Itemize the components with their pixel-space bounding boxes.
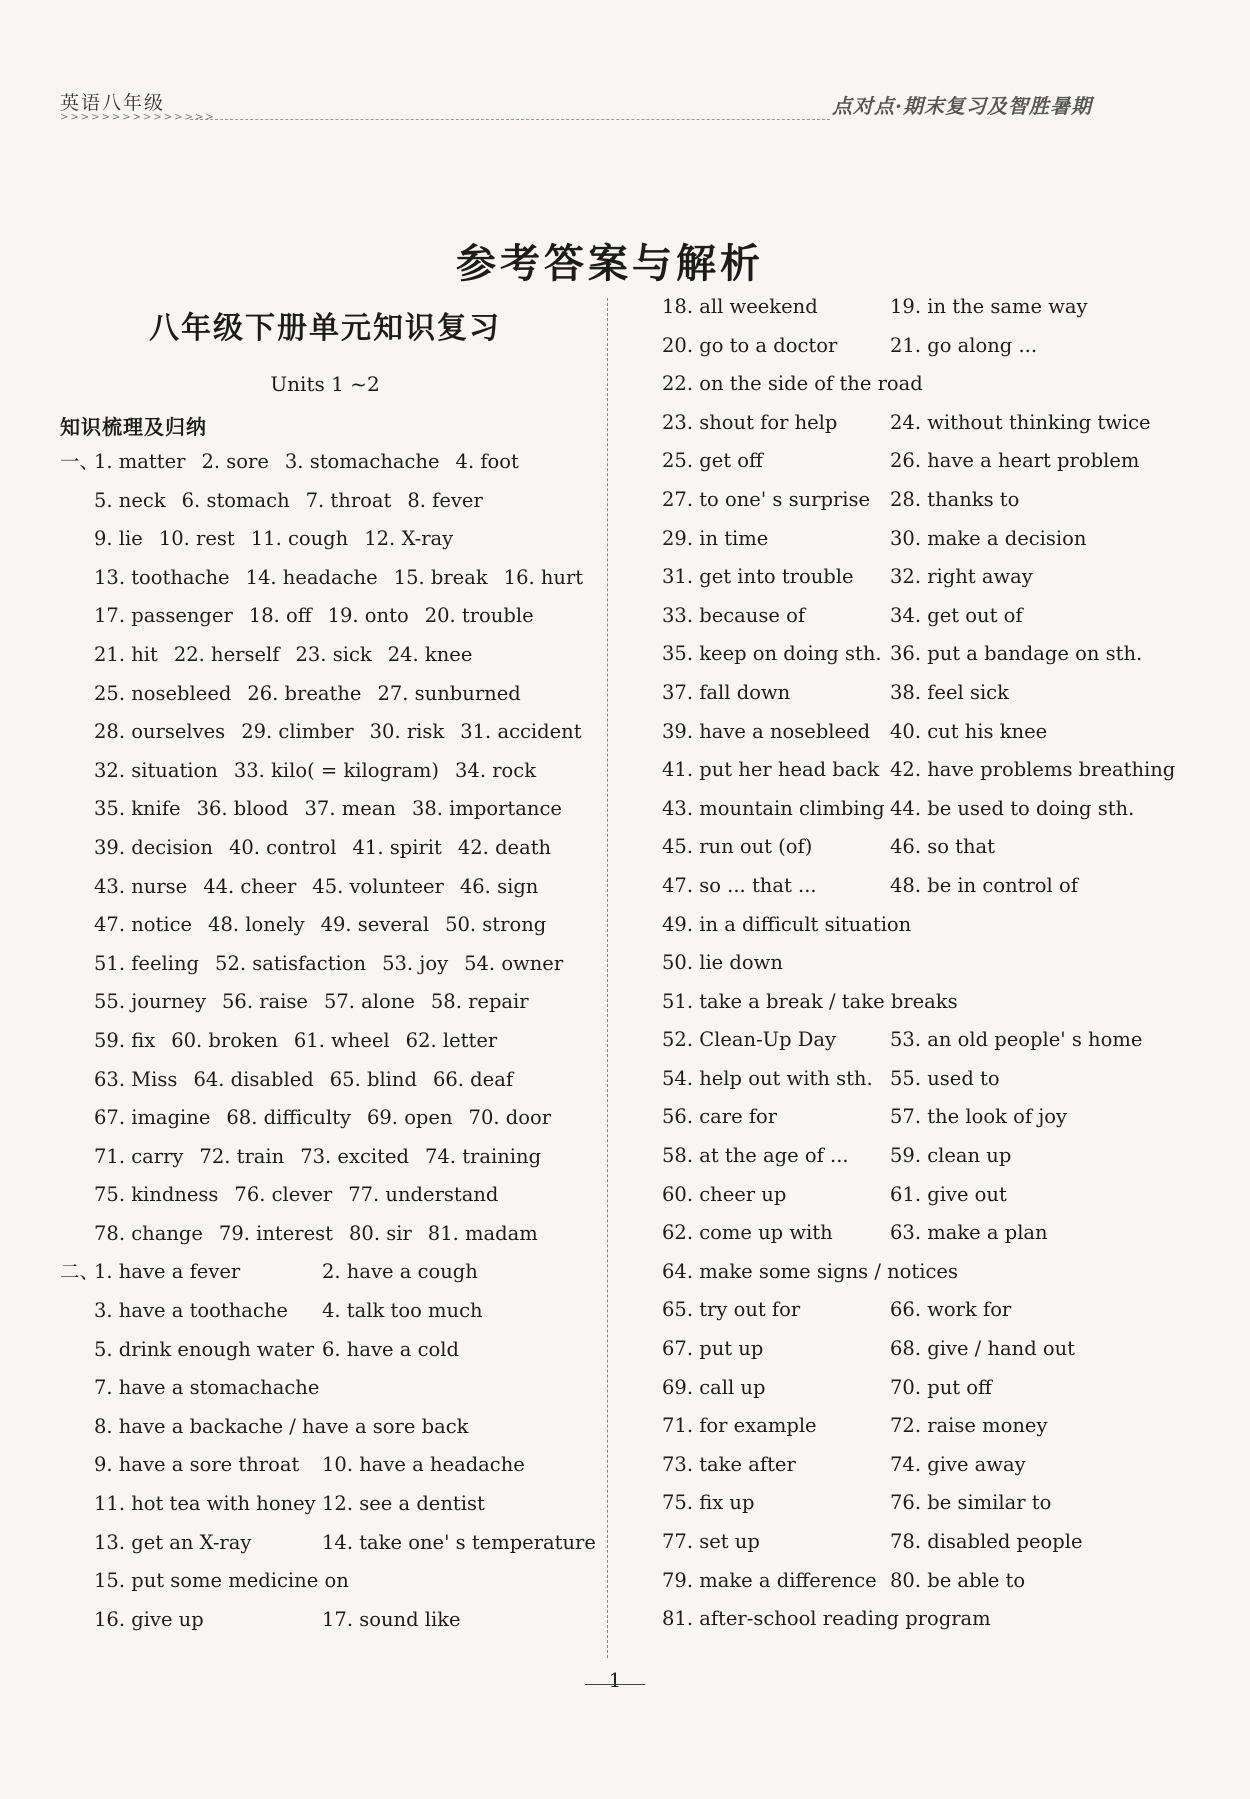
answer-row: [60, 713, 600, 752]
answer-row: [662, 906, 1202, 945]
answer-row: [60, 636, 600, 675]
answer-item: 34. rock: [455, 758, 537, 782]
answer-item: 24. without thinking twice: [890, 410, 1151, 434]
answer-item: 9. have a sore throat: [94, 1453, 300, 1477]
answer-item: 54. help out with sth.: [662, 1066, 873, 1090]
answer-row: [60, 945, 600, 984]
answer-item: 1. matter: [94, 450, 186, 473]
answer-item: 56. care for: [662, 1105, 778, 1129]
answer-item: 72. raise money: [890, 1414, 1048, 1438]
answer-row: [662, 944, 1202, 983]
answer-item: 75. fix up: [662, 1491, 755, 1515]
answer-item: 79. make a difference: [662, 1568, 877, 1592]
answer-item: 12. X-ray: [364, 527, 454, 551]
answer-item: 51. take a break / take breaks: [662, 989, 958, 1013]
answer-item: 57. alone: [323, 990, 415, 1014]
answer-item: 10. rest: [158, 527, 235, 551]
answer-item: 81. madam: [427, 1221, 538, 1245]
answer-row: [662, 1060, 1202, 1099]
answer-item: 37. mean: [304, 797, 396, 821]
answer-row: [662, 481, 1202, 520]
answer-row: [662, 1021, 1202, 1060]
answer-row: [60, 1446, 600, 1485]
answer-item: 12. see a dentist: [322, 1492, 485, 1516]
answer-item: 59. clean up: [890, 1144, 1012, 1168]
answer-row: [60, 1524, 600, 1563]
answer-row: [60, 790, 600, 829]
answer-item: 16. hurt: [503, 565, 584, 589]
answer-item: 7. throat: [305, 488, 392, 512]
answer-item: 78. change: [94, 1221, 203, 1245]
answer-item: 30. make a decision: [890, 526, 1087, 550]
answer-item: 40. cut his knee: [890, 719, 1048, 743]
answer-row: [60, 675, 600, 714]
answer-item: 11. cough: [250, 527, 349, 551]
answer-item: 77. set up: [662, 1530, 760, 1553]
header-series-title: 点对点·期末复习及智胜暑期: [832, 94, 1092, 118]
answer-item: 31. accident: [460, 720, 582, 744]
answer-item: 76. be similar to: [890, 1491, 1052, 1515]
answer-item: 62. come up with: [662, 1221, 833, 1245]
answer-row: [662, 1176, 1202, 1215]
answer-item: 65. try out for: [662, 1298, 801, 1322]
answer-item: 5. drink enough water: [94, 1337, 315, 1361]
answer-item: 60. cheer up: [662, 1182, 787, 1206]
answer-item: 47. notice: [94, 913, 193, 937]
answer-item: 47. so ... that ...: [662, 873, 817, 897]
answer-item: 19. in the same way: [890, 295, 1088, 318]
answer-item: 46. sign: [459, 874, 539, 898]
answer-item: 14. take one' s temperature: [322, 1530, 596, 1554]
answer-item: 73. take after: [662, 1452, 796, 1476]
answer-item: 63. make a plan: [890, 1221, 1048, 1245]
answer-row: [60, 829, 600, 868]
answer-item: 74. give away: [890, 1452, 1026, 1476]
answer-item: 15. break: [393, 565, 488, 589]
answer-row: [60, 1099, 600, 1138]
answer-item: 4. foot: [455, 450, 519, 473]
answer-row: [662, 520, 1202, 559]
answer-item: 56. raise: [222, 990, 308, 1014]
answer-row: [60, 1408, 600, 1447]
answer-item: 39. decision: [94, 835, 213, 859]
answer-item: 77. understand: [348, 1183, 499, 1207]
answer-item: 10. have a headache: [322, 1453, 525, 1477]
answer-item: 60. broken: [171, 1028, 278, 1052]
answer-item: 81. after-school reading program: [662, 1607, 991, 1631]
answer-item: 80. sir: [349, 1221, 412, 1245]
answer-row: [662, 867, 1202, 906]
answer-item: 71. carry: [94, 1144, 184, 1168]
answer-item: 62. letter: [405, 1028, 498, 1052]
answer-row: [662, 288, 1202, 327]
header-arrow-decoration: >>>>>>>>>>>>>>>: [60, 112, 216, 123]
answer-item: 31. get into trouble: [662, 565, 854, 589]
answer-row: [662, 1523, 1202, 1562]
answer-row: [662, 365, 1202, 404]
answer-row: [662, 1562, 1202, 1601]
answer-item: 61. wheel: [293, 1028, 390, 1052]
answer-item: 24. knee: [387, 642, 473, 666]
answer-row: [60, 752, 600, 791]
answer-item: 4. talk too much: [322, 1299, 483, 1323]
answer-row: [662, 1253, 1202, 1292]
answer-item: 26. have a heart problem: [890, 449, 1140, 473]
answer-item: 43. nurse: [94, 874, 188, 898]
answer-item: 52. Clean-Up Day: [662, 1028, 837, 1052]
right-answer-column: [662, 288, 1202, 1639]
answer-item: 27. to one' s surprise: [662, 487, 871, 511]
answer-item: 72. train: [199, 1144, 285, 1168]
answer-item: 79. interest: [218, 1221, 333, 1245]
answer-item: 20. trouble: [424, 604, 534, 628]
answer-item: 65. blind: [329, 1067, 417, 1091]
answer-item: 59. fix: [94, 1028, 156, 1052]
answer-item: 44. be used to doing sth.: [890, 796, 1135, 820]
answer-item: 7. have a stomachache: [94, 1376, 320, 1400]
answer-item: 6. stomach: [181, 488, 290, 512]
answer-row: [662, 1484, 1202, 1523]
answer-item: 55. journey: [94, 990, 206, 1014]
answer-item: 21. hit: [94, 642, 158, 666]
answer-row: [662, 597, 1202, 636]
answer-item: 51. feeling: [94, 951, 200, 975]
answer-row: [60, 1176, 600, 1215]
answer-item: 30. risk: [369, 720, 445, 744]
answer-item: 19. onto: [327, 604, 409, 628]
answer-item: 63. Miss: [94, 1067, 178, 1091]
answer-item: 58. at the age of ...: [662, 1144, 849, 1168]
answer-item: 27. sunburned: [377, 681, 521, 705]
answer-item: 68. difficulty: [226, 1106, 351, 1130]
answer-row: [60, 482, 600, 521]
answer-item: 29. in time: [662, 526, 769, 550]
answer-item: 5. neck: [94, 488, 166, 512]
answer-row: [60, 983, 600, 1022]
answer-item: 69. open: [366, 1106, 453, 1130]
answer-item: 32. right away: [890, 565, 1033, 589]
answer-item: 20. go to a doctor: [662, 333, 838, 357]
answer-row: [60, 1601, 600, 1640]
answer-item: 8. fever: [407, 488, 483, 512]
answer-item: 1. have a fever: [94, 1260, 241, 1284]
answer-item: 68. give / hand out: [890, 1337, 1076, 1361]
answer-row: [60, 1022, 600, 1061]
answer-row: [60, 520, 600, 559]
answer-row: [662, 1291, 1202, 1330]
answer-item: 69. call up: [662, 1375, 766, 1399]
answer-item: 23. sick: [295, 642, 372, 666]
answer-item: 36. blood: [196, 797, 289, 821]
answer-item: 67. put up: [662, 1337, 764, 1361]
part-marker: 二、: [60, 1260, 100, 1284]
answer-item: 29. climber: [241, 720, 354, 744]
answer-item: 45. run out (of): [662, 835, 813, 859]
answer-item: 35. knife: [94, 797, 181, 821]
answer-item: 39. have a nosebleed: [662, 719, 871, 743]
answer-item: 74. training: [424, 1144, 542, 1168]
answer-item: 42. have problems breathing: [890, 758, 1176, 782]
answer-item: 53. joy: [382, 951, 449, 975]
answer-item: 37. fall down: [662, 680, 791, 704]
answer-item: 35. keep on doing sth.: [662, 642, 882, 666]
answer-item: 57. the look of joy: [890, 1105, 1068, 1129]
answer-item: 66. work for: [890, 1298, 1012, 1322]
answer-item: 34. get out of: [890, 603, 1023, 627]
answer-row: [662, 1446, 1202, 1485]
answer-item: 3. have a toothache: [94, 1299, 288, 1323]
answer-item: 80. be able to: [890, 1568, 1026, 1592]
answer-item: 2. have a cough: [322, 1260, 478, 1284]
answer-item: 28. thanks to: [890, 487, 1020, 511]
answer-row: [662, 751, 1202, 790]
column-divider: [607, 298, 608, 1658]
answer-row: [662, 1407, 1202, 1446]
answer-item: 50. lie down: [662, 951, 783, 975]
answer-row: [60, 1485, 600, 1524]
answer-row: [60, 1562, 600, 1601]
answer-item: 36. put a bandage on sth.: [890, 642, 1143, 666]
answer-item: 17. passenger: [94, 604, 233, 628]
answer-item: 23. shout for help: [662, 410, 838, 434]
answer-item: 18. all weekend: [662, 295, 818, 318]
answer-item: 17. sound like: [322, 1607, 461, 1631]
answer-item: 26. breathe: [247, 681, 362, 705]
answer-item: 78. disabled people: [890, 1530, 1083, 1553]
answer-item: 66. deaf: [432, 1067, 514, 1091]
answer-item: 67. imagine: [94, 1106, 211, 1130]
answer-item: 55. used to: [890, 1066, 1000, 1090]
answer-item: 46. so that: [890, 835, 996, 859]
answer-item: 14. headache: [245, 565, 378, 589]
answer-row: [60, 1369, 600, 1408]
answer-row: [662, 1600, 1202, 1639]
answer-item: 33. because of: [662, 603, 806, 627]
answer-row: [662, 327, 1202, 366]
page-title: 参考答案与解析: [456, 240, 764, 287]
answer-item: 75. kindness: [94, 1183, 219, 1207]
answer-item: 48. lonely: [208, 913, 305, 937]
answer-row: [60, 868, 600, 907]
answer-row: [60, 1061, 600, 1100]
subsection-title: 知识梳理及归纳: [60, 415, 207, 439]
answer-item: 25. get off: [662, 449, 763, 473]
answer-item: 73. excited: [300, 1144, 409, 1168]
answer-item: 53. an old people' s home: [890, 1028, 1143, 1052]
answer-item: 22. on the side of the road: [662, 372, 923, 396]
answer-item: 50. strong: [445, 913, 547, 937]
answer-row: [662, 790, 1202, 829]
answer-row: [60, 1253, 600, 1292]
answer-row: [662, 404, 1202, 443]
answer-row: [662, 1214, 1202, 1253]
answer-item: 42. death: [457, 835, 552, 859]
answer-item: 71. for example: [662, 1414, 817, 1438]
answer-row: [60, 1138, 600, 1177]
answer-item: 25. nosebleed: [94, 681, 232, 705]
answer-item: 28. ourselves: [94, 720, 226, 744]
answer-item: 21. go along ...: [890, 333, 1038, 357]
answer-item: 38. importance: [411, 797, 562, 821]
answer-item: 43. mountain climbing: [662, 796, 885, 820]
answer-item: 64. make some signs / notices: [662, 1259, 958, 1283]
answer-row: [662, 713, 1202, 752]
answer-item: 16. give up: [94, 1607, 204, 1631]
part-marker: 一、: [60, 450, 100, 473]
answer-item: 61. give out: [890, 1182, 1007, 1206]
answer-row: [662, 558, 1202, 597]
answer-item: 70. put off: [890, 1375, 992, 1399]
answer-item: 48. be in control of: [890, 873, 1078, 897]
answer-item: 49. in a difficult situation: [662, 912, 912, 936]
page-number: 1: [608, 1668, 622, 1692]
units-label: Units 1 ~2: [270, 372, 380, 396]
answer-row: [60, 443, 600, 482]
answer-item: 6. have a cold: [322, 1337, 459, 1361]
answer-item: 70. door: [468, 1106, 552, 1130]
answer-row: [662, 635, 1202, 674]
answer-item: 54. owner: [464, 951, 564, 975]
answer-row: [60, 906, 600, 945]
answer-item: 41. put her head back: [662, 758, 880, 782]
answer-row: [662, 1098, 1202, 1137]
left-answer-column: [60, 443, 600, 1639]
answer-item: 18. off: [248, 604, 312, 628]
header-grade-label: 英语八年级: [60, 92, 166, 114]
answer-item: 49. several: [320, 913, 430, 937]
answer-item: 33. kilo( = kilogram): [233, 758, 439, 782]
answer-item: 76. clever: [234, 1183, 333, 1207]
answer-item: 52. satisfaction: [215, 951, 367, 975]
header-divider: [190, 119, 830, 120]
answer-row: [662, 828, 1202, 867]
answer-row: [60, 1215, 600, 1254]
answer-row: [662, 1137, 1202, 1176]
answer-item: 38. feel sick: [890, 680, 1009, 704]
answer-item: 45. volunteer: [312, 874, 444, 898]
answer-row: [662, 674, 1202, 713]
answer-item: 41. spirit: [352, 835, 442, 859]
answer-row: [60, 559, 600, 598]
answer-row: [60, 1292, 600, 1331]
answer-row: [662, 983, 1202, 1022]
answer-item: 40. control: [228, 835, 337, 859]
answer-item: 9. lie: [94, 527, 143, 551]
answer-row: [662, 442, 1202, 481]
answer-item: 32. situation: [94, 758, 218, 782]
answer-item: 44. cheer: [203, 874, 297, 898]
answer-item: 2. sore: [201, 450, 269, 473]
answer-item: 8. have a backache / have a sore back: [94, 1414, 469, 1438]
answer-item: 11. hot tea with honey: [94, 1492, 316, 1516]
answer-item: 13. toothache: [94, 565, 230, 589]
section-title: 八年级下册单元知识复习: [149, 311, 501, 346]
answer-item: 3. stomachache: [284, 450, 440, 473]
answer-item: 15. put some medicine on: [94, 1569, 349, 1593]
answer-item: 22. herself: [173, 642, 280, 666]
page-number-rule: [585, 1684, 645, 1685]
answer-item: 58. repair: [430, 990, 529, 1014]
answer-row: [662, 1330, 1202, 1369]
answer-row: [60, 597, 600, 636]
answer-item: 13. get an X-ray: [94, 1530, 252, 1554]
answer-item: 64. disabled: [193, 1067, 314, 1091]
answer-row: [662, 1369, 1202, 1408]
answer-row: [60, 1331, 600, 1370]
